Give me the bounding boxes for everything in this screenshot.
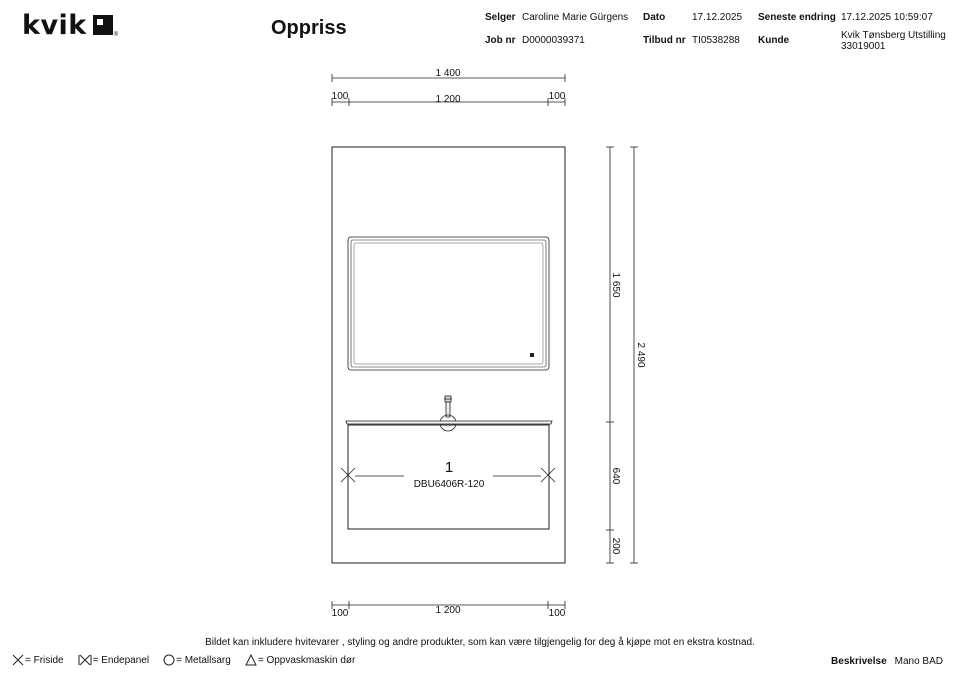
- legend-item-endepanel: [78, 654, 149, 666]
- dato-label: Dato: [643, 12, 666, 23]
- dim-right-upper-text: 1 650: [610, 272, 621, 298]
- dim-top-right-text: 100: [548, 91, 566, 102]
- logo-text: kvik: [22, 10, 87, 41]
- kunde-number: 33019001: [841, 41, 886, 52]
- legend-label: = Endepanel: [92, 654, 150, 666]
- legend-label: = Metallsarg: [176, 654, 231, 666]
- jobnr-value: D0000039371: [522, 35, 585, 46]
- triangle-icon: [245, 654, 257, 666]
- legend-item-friside: [12, 654, 64, 666]
- dim-top-mid-text: 1 200: [435, 94, 461, 105]
- dim-right-middle-text: 640: [610, 467, 621, 485]
- mirror: [348, 237, 549, 370]
- legend-label: = Oppvaskmaskin dør: [257, 654, 356, 666]
- friside-right-cross-icon: [541, 468, 555, 482]
- dim-top-total-text: 1 400: [435, 68, 461, 79]
- legend-item-oppvaskmaskin: [245, 654, 356, 666]
- dimension-right-segments: [606, 147, 614, 563]
- kunde-name: Kvik Tønsberg Utstilling: [841, 30, 946, 41]
- beskrivelse: [831, 656, 943, 667]
- cross-icon: [12, 654, 24, 666]
- beskrivelse-label: Beskrivelse: [831, 656, 887, 667]
- countertop: [346, 421, 552, 424]
- mirror-sensor-icon: [530, 353, 534, 357]
- registered-mark: ®: [113, 32, 119, 38]
- legend-item-metallsarg: [163, 654, 231, 666]
- legend-label: = Friside: [25, 654, 64, 666]
- disclaimer-text: Bildet kan inkludere hvitevarer , styling og andre produkter, som kan være tilgjengelig for deg å kjøpe mot en ekstra kostnad.: [205, 637, 755, 648]
- dim-right-lower-text: 200: [610, 537, 621, 555]
- dim-bottom-right-text: 100: [548, 608, 566, 619]
- dim-top-left-text: 100: [331, 91, 349, 102]
- selger-value: Caroline Marie Gürgens: [522, 12, 629, 23]
- dim-bottom-mid-text: 1 200: [435, 605, 461, 616]
- tilbud-label: Tilbud nr: [643, 35, 686, 46]
- beskrivelse-value: Mano BAD: [894, 656, 943, 667]
- jobnr-label: Job nr: [485, 35, 516, 46]
- cabinet-code: DBU6406R-120: [413, 479, 485, 490]
- page-title: Oppriss: [271, 17, 347, 39]
- legend: [12, 654, 369, 666]
- kunde-label: Kunde: [758, 35, 790, 46]
- dim-right-total-text: 2 490: [635, 342, 646, 368]
- cabinet-number: 1: [444, 459, 454, 476]
- faucet: [444, 396, 452, 417]
- seneste-endring-value: 17.12.2025 10:59:07: [841, 12, 933, 23]
- dim-bottom-left-text: 100: [331, 608, 349, 619]
- end-panel-icon: [78, 654, 92, 666]
- selger-label: Selger: [485, 12, 516, 23]
- dato-value: 17.12.2025: [692, 12, 743, 23]
- seneste-endring-label: Seneste endring: [758, 12, 836, 23]
- circle-icon: [163, 654, 175, 666]
- vanity-cabinet: [348, 425, 549, 529]
- tilbud-value: TI0538288: [692, 35, 740, 46]
